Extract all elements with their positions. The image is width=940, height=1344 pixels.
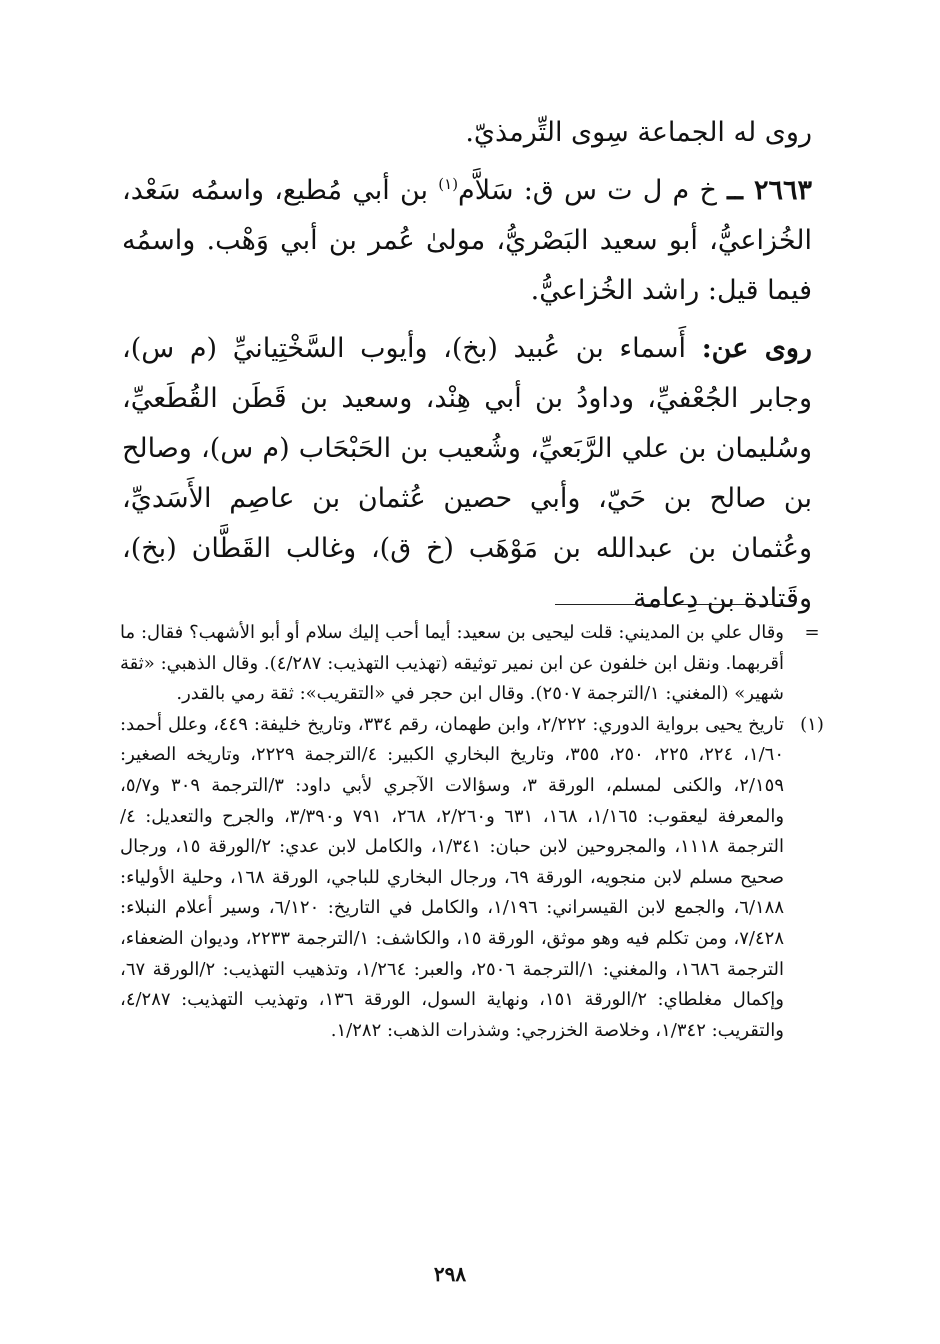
intro-text: روى له الجماعة سِوى التِّرمذيّ. [465, 117, 812, 148]
entry-name-start: خ م ل ت س ق: سَلاَّم [458, 175, 717, 206]
narrated-list: أَسماء بن عُبيد (بخ)، وأيوب السَّخْتِيانيِّ (م س)، وجابر الجُعْفيِّ، وداودُ بن أبي هِنْد، وسعيد بن قَطَن القُطَعيِّ، وسُليمان بن علي الرَّبَعيِّ، وشُعيب بن الحَبْحَاب (م س)، وصالح بن صالح بن حَيّ، وأبي حصين عُثمان بن عاصِم الأَسَديِّ، وعُثمان بن عبدالله بن مَوْهَب (خ ق)، وغالب القَطَّان (بخ)، وقَتادة بن دِعامة [122, 333, 812, 614]
footnote-1 [120, 710, 824, 1047]
entry-heading [122, 166, 812, 316]
main-text [122, 108, 812, 624]
footnote-text: تاريخ يحيى برواية الدوري: ٢/٢٢٢، وابن طهمان، رقم ٣٣٤، وتاريخ خليفة: ٤٤٩، وعلل أحمد: ١/٦٠، ٢٢٤، ٢٢٥، ٢٥٠، ٣٥٥، وتاريخ البخاري الكبير: ٤/الترجمة ٢٢٢٩، وتاريخه الصغير: ٢/١٥٩، والكنى لمسلم، الورقة ٣، وسؤالات الآجري لأبي داود: ٣/الترجمة ٣٠٩ و٥/٧، والمعرفة ليعقوب: ١/١٦٥، ١٦٨، ٦٣١ و٢/٢٦٠، ٢٦٨، ٧٩١ و٣/٣٩٠، والجرح والتعديل: ٤/الترجمة ١١١٨، والمجروحين لابن حبان: ١/٣٤١، والكامل لابن عدي: ٢/الورقة ١٥، ورجال صحيح مسلم لابن منجويه، الورقة ٦٩، ورجال البخاري للباجي، الورقة ١٦٨، وحلية الأولياء: ٦/١٨٨، والجمع لابن القيسراني: ١/١٩٦، والكامل في التاريخ: ٦/١٢٠، وسير أعلام النبلاء: ٧/٤٢٨، ومن تكلم فيه وهو موثق، الورقة ١٥، والكاشف: ١/الترجمة ٢٢٣٣، وديوان الضعفاء، الترجمة ١٦٨٦، والمغني: ١/الترجمة ٢٥٠٦، والعبر: ١/٢٦٤، وتذهيب التهذيب: ٢/الورقة ٦٧، وإكمال مغلطاي: ٢/الورقة ١٥١، ونهاية السول، الورقة ١٣٦، وتهذيب التهذيب: ٤/٢٨٧، والتقريب: ١/٣٤٢، وخلاصة الخزرجي: وشذرات الذهب: ١/٢٨٢. [120, 713, 785, 1041]
footnote-text: وقال علي بن المديني: قلت ليحيى بن سعيد: أيما أحب إليك سلام أو أبو الأشهب؟ فقال: ما أقربهما. ونقل ابن خلفون عن ابن نمير توثيقه (تهذيب التهذيب: ٤/٢٨٧). وقال الذهبي: «ثقة شهير» (المغني: ١/الترجمة ٢٥٠٧). وقال ابن حجر في «التقريب»: ثقة رمي بالقدر. [120, 622, 784, 705]
page-number: ٢٩٨ [433, 1262, 467, 1286]
footnote-marker: (١) [800, 713, 824, 735]
narrated-from-paragraph [122, 324, 812, 624]
entry-name-rest: بن أبي مُطيع، واسمُه سَعْد، الخُزاعيُّ، أبو سعيد البَصْريُّ، مولىٰ عُمر بن أبي وَهْب. واسمُه فيما قيل: راشد الخُزاعيُّ. [122, 175, 812, 306]
footnotes [120, 618, 824, 1046]
footnote-continuation [120, 618, 820, 710]
entry-number: ٢٦٦٣ ــ [727, 175, 812, 206]
footnote-marker: = [804, 622, 820, 643]
narrated-label: روى عن: [701, 333, 812, 364]
footnote-ref: (١) [438, 175, 459, 193]
intro-line [122, 108, 812, 158]
footnote-divider [555, 604, 783, 605]
